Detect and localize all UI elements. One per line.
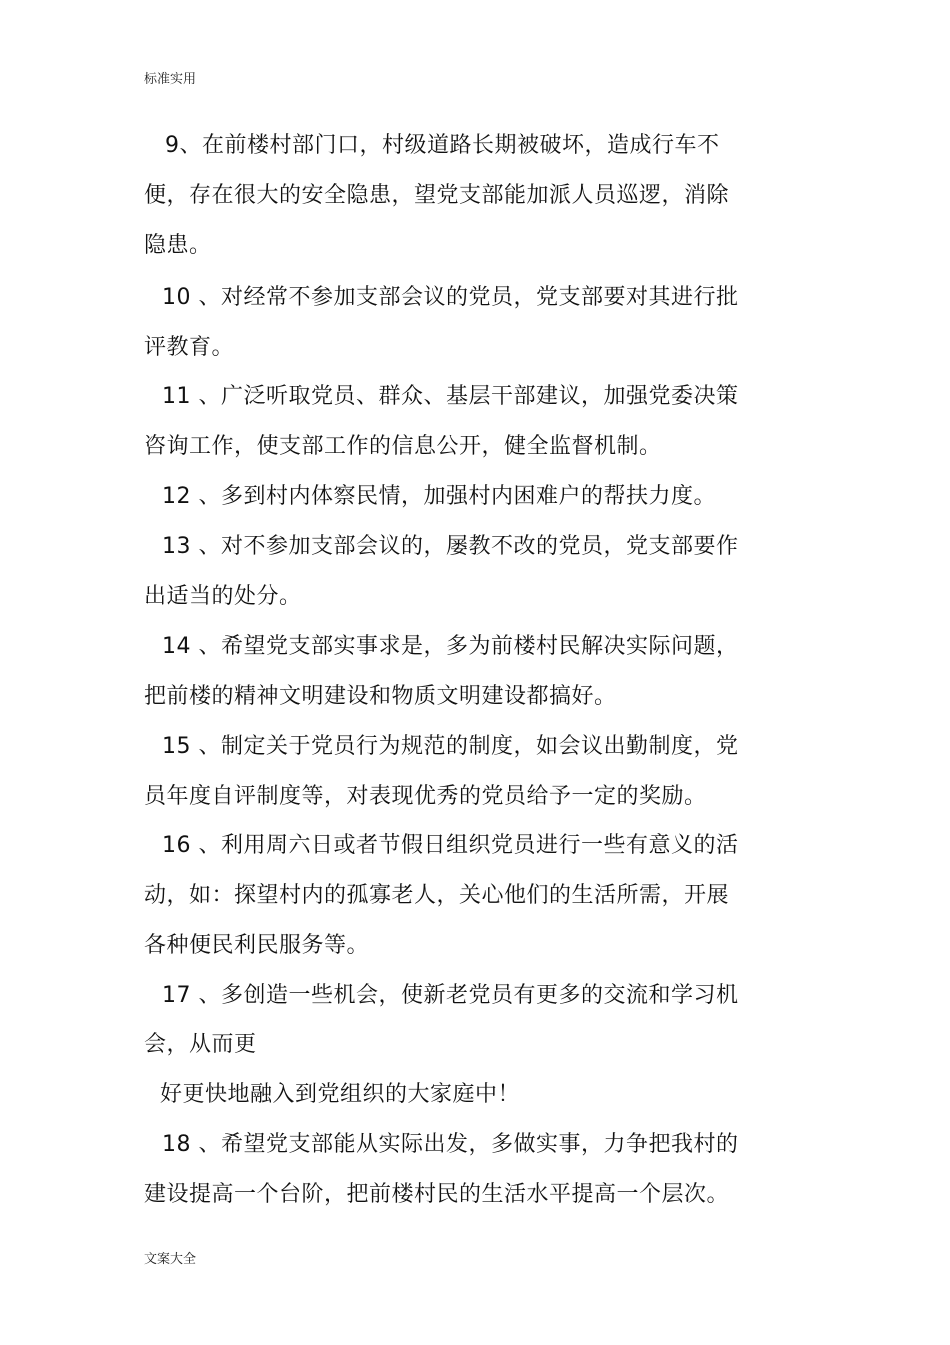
- text-line: 13 、对不参加支部会议的，屡教不改的党员，党支部要作: [162, 534, 739, 559]
- text-line: 会，从而更: [144, 1032, 257, 1057]
- text-line: 出适当的处分。: [144, 584, 302, 609]
- text-line: 17 、多创造一些机会，使新老党员有更多的交流和学习机: [162, 983, 739, 1008]
- text-line: 9、在前楼村部门口，村级道路长期被破坏，造成行车不: [165, 133, 720, 158]
- text-line: 16 、利用周六日或者节假日组织党员进行一些有意义的活: [162, 833, 739, 858]
- text-line: 好更快地融入到党组织的大家庭中！: [160, 1082, 521, 1107]
- text-line: 动，如：探望村内的孤寡老人，关心他们的生活所需，开展: [144, 883, 730, 908]
- text-line: 18 、希望党支部能从实际出发，多做实事，力争把我村的: [162, 1132, 739, 1157]
- text-line: 便，存在很大的安全隐患，望党支部能加派人员巡逻，消除: [144, 183, 730, 208]
- text-line: 咨询工作，使支部工作的信息公开，健全监督机制。: [144, 434, 662, 459]
- text-line: 员年度自评制度等，对表现优秀的党员给予一定的奖励。: [144, 784, 707, 809]
- text-line: 10 、对经常不参加支部会议的党员，党支部要对其进行批: [162, 285, 739, 310]
- footer-label: 文案大全: [144, 1252, 197, 1267]
- text-line: 建设提高一个台阶，把前楼村民的生活水平提高一个层次。: [144, 1182, 730, 1207]
- header-label: 标准实用: [144, 72, 197, 87]
- text-line: 11 、广泛听取党员、群众、基层干部建议，加强党委决策: [162, 384, 739, 409]
- text-line: 14 、希望党支部实事求是，多为前楼村民解决实际问题，: [162, 634, 739, 659]
- text-line: 评教育。: [144, 335, 235, 360]
- text-line: 15 、制定关于党员行为规范的制度，如会议出勤制度，党: [162, 734, 739, 759]
- text-line: 12 、多到村内体察民情，加强村内困难户的帮扶力度。: [162, 484, 716, 509]
- text-line: 隐患。: [144, 233, 212, 258]
- text-line: 把前楼的精神文明建设和物质文明建设都搞好。: [144, 684, 617, 709]
- text-line: 各种便民利民服务等。: [144, 933, 370, 958]
